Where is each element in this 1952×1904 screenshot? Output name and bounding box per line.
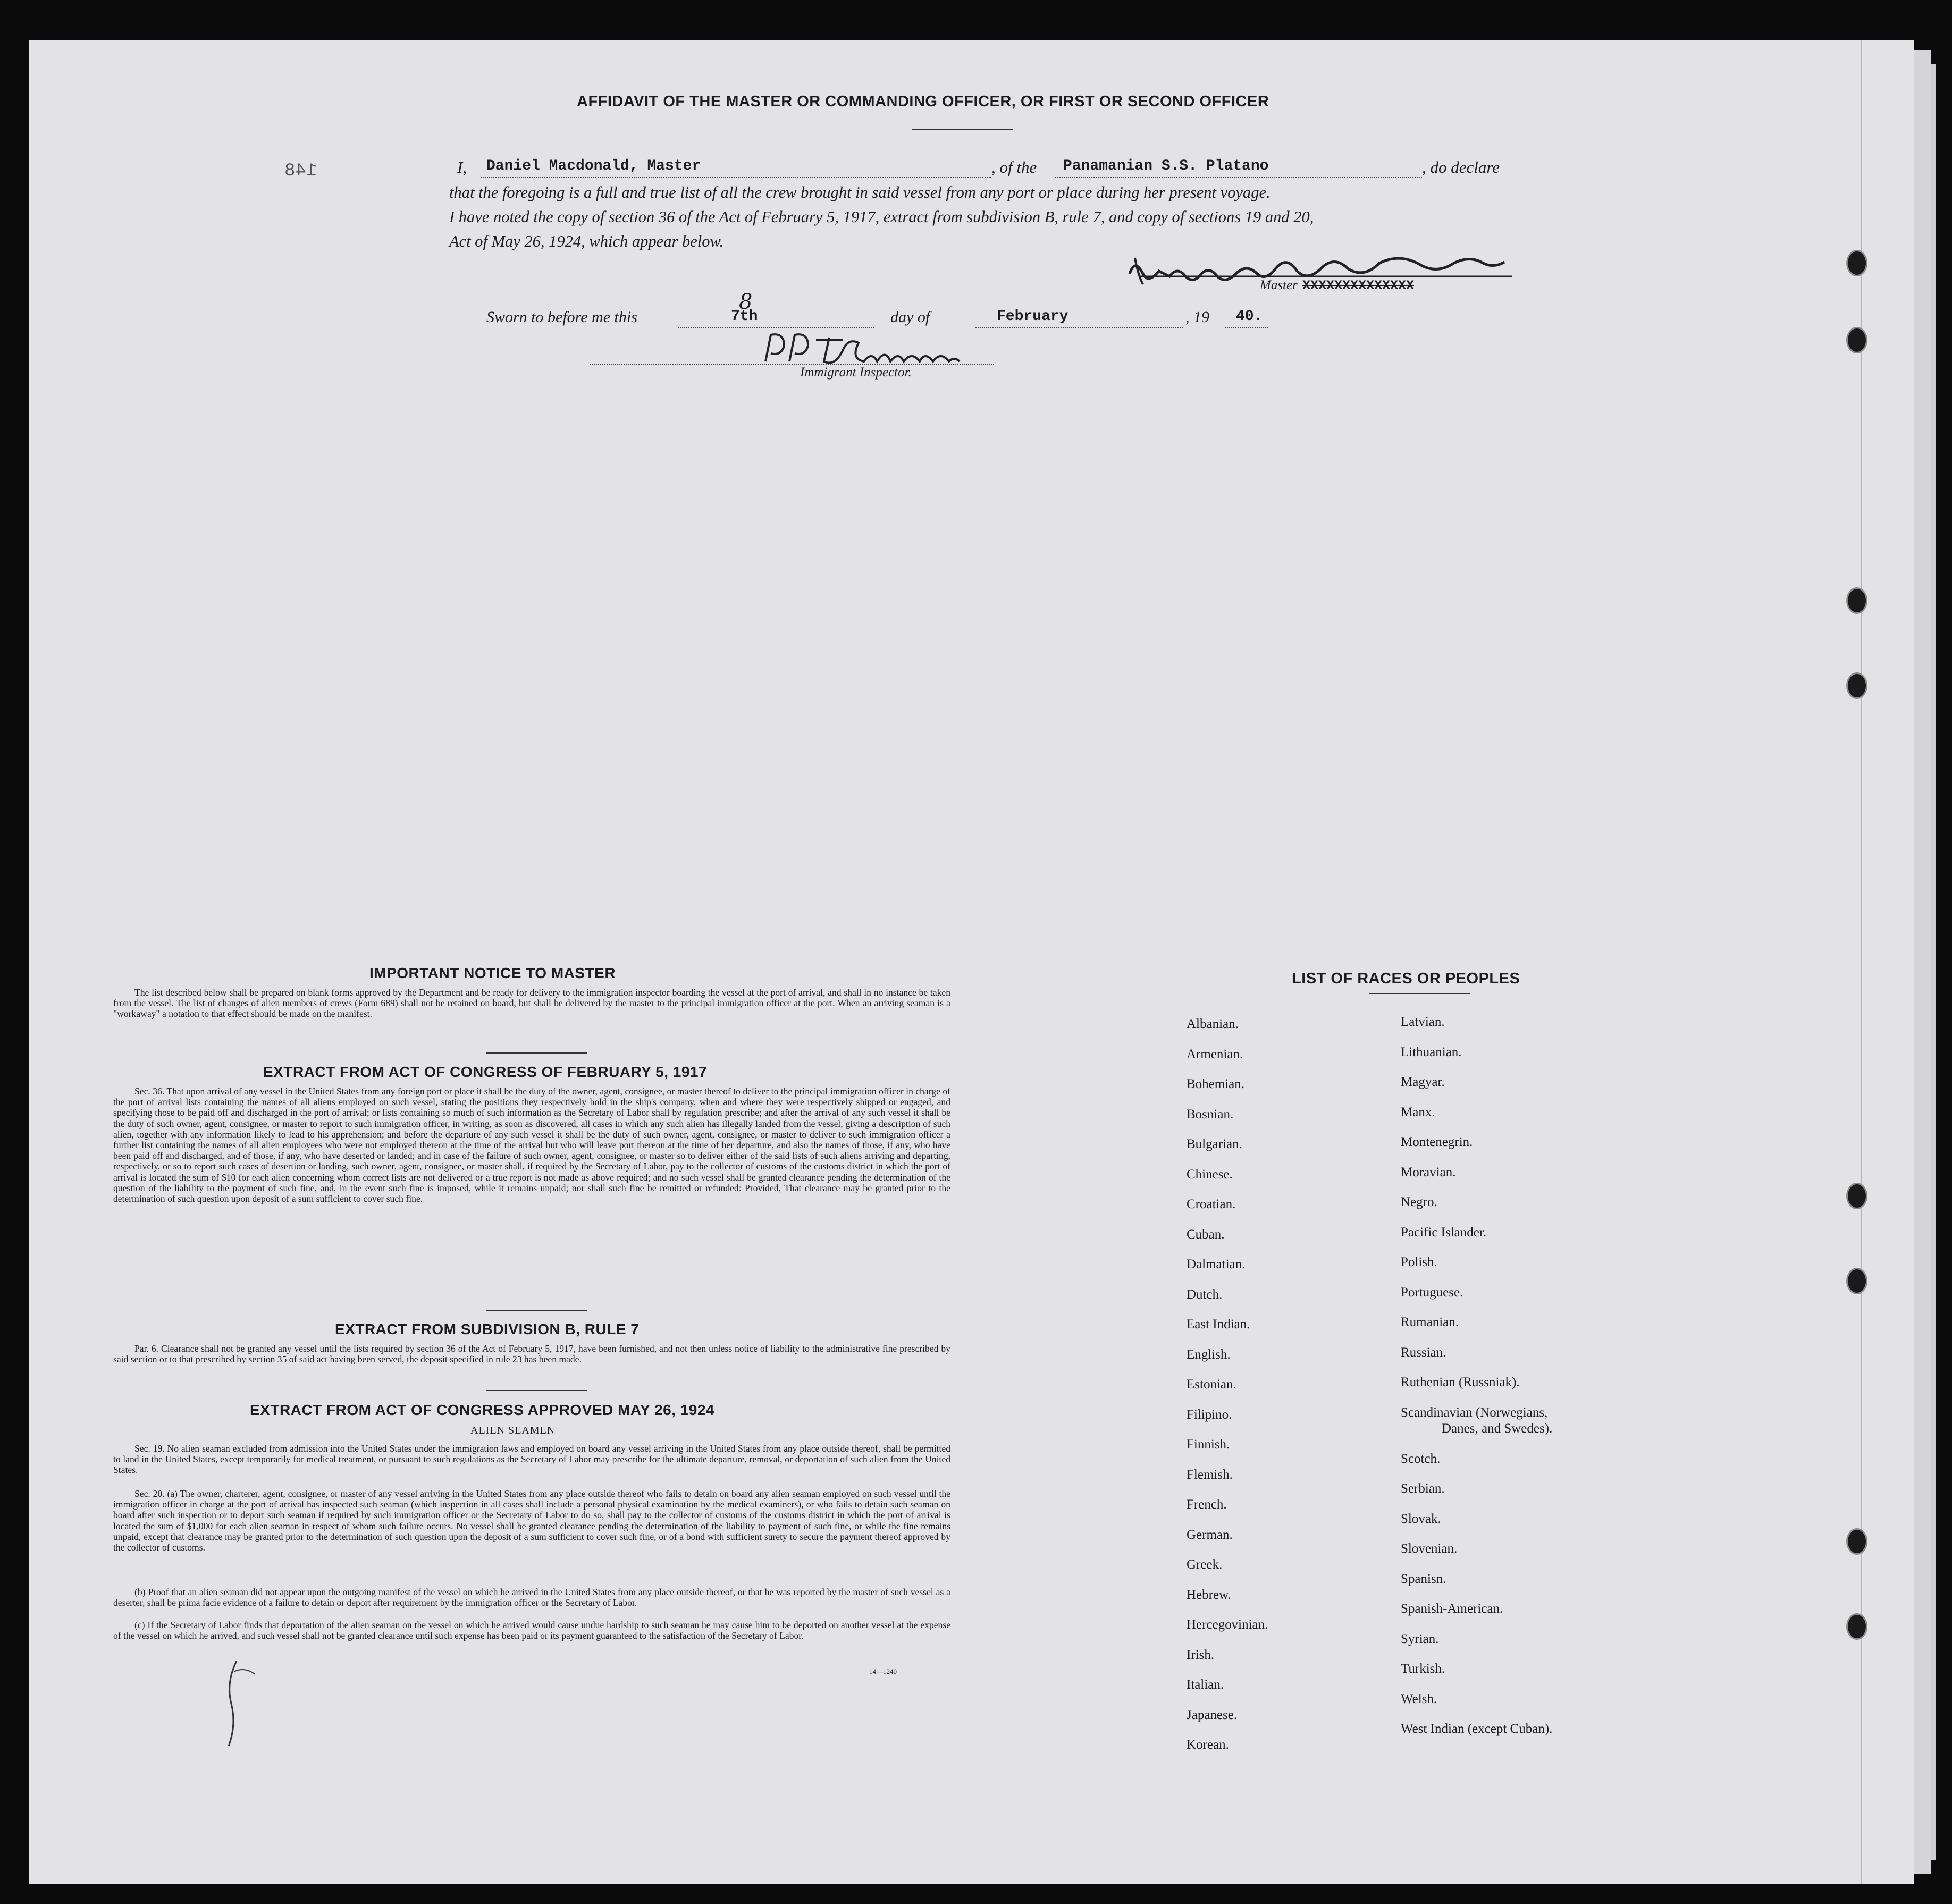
race-item: Irish. <box>1187 1647 1215 1662</box>
race-item: Slovenian. <box>1401 1541 1458 1556</box>
master-name-field: Daniel Macdonald, Master <box>486 158 701 174</box>
race-item: Spanish-American. <box>1401 1602 1503 1616</box>
race-item: Croatian. <box>1187 1197 1236 1211</box>
race-item: Slovak. <box>1401 1511 1441 1526</box>
month-underline <box>975 327 1183 328</box>
race-item: Bosnian. <box>1187 1107 1234 1122</box>
race-item: Syrian. <box>1401 1631 1439 1646</box>
vessel-underline <box>1055 177 1422 178</box>
race-item: Chinese. <box>1187 1167 1233 1182</box>
race-item: Bulgarian. <box>1187 1137 1242 1151</box>
vessel-name-field: Panamanian S.S. Platano <box>1063 158 1269 174</box>
race-item: Turkish. <box>1401 1662 1445 1676</box>
race-item: Cuban. <box>1187 1227 1225 1242</box>
race-item: Bohemian. <box>1187 1077 1245 1091</box>
race-item: Hercegovinian. <box>1187 1617 1268 1632</box>
race-item: Montenegrin. <box>1401 1135 1473 1149</box>
race-item: Hebrew. <box>1187 1587 1231 1602</box>
race-item: Finnish. <box>1187 1437 1230 1452</box>
binder-hole <box>1846 587 1867 614</box>
year-underline <box>1225 327 1268 328</box>
master-label: Master <box>1260 278 1298 292</box>
race-item: Filipino. <box>1187 1407 1232 1422</box>
binder-hole <box>1846 1268 1867 1294</box>
race-item: Ruthenian (Russniak). <box>1401 1375 1520 1389</box>
race-item: Greek. <box>1187 1557 1223 1572</box>
race-item: Welsh. <box>1401 1691 1437 1706</box>
race-item: Scotch. <box>1401 1451 1441 1466</box>
binder-hole <box>1846 1183 1867 1209</box>
margin-number: 148 <box>284 161 317 181</box>
race-item: Russian. <box>1401 1345 1446 1360</box>
title-divider <box>912 129 1013 130</box>
binder-hole <box>1846 250 1867 276</box>
race-item: Negro. <box>1401 1195 1437 1209</box>
race-item: Italian. <box>1187 1678 1224 1692</box>
race-item: German. <box>1187 1527 1233 1542</box>
declaration-line-3: I have noted the copy of section 36 of the Act of February 5, 1917, extract from subdivision B, rule 7, and copy of sections 19 and 20, <box>449 208 1314 226</box>
notice-body: The list described below shall be prepared on blank forms approved by the Department and be ready for delivery to the immigration inspector boarding the vessel at the port of arrival, and shall in no instance be taken from the vessel. The list of changes of alien members of crews (Form 689) shall not be retained on board, but shall be delivered by the master to the principal immigration officer at the port. When an arriving seaman is a "workaway" a notation to that effect should be made on the manifest. <box>113 987 950 1020</box>
affidavit-title: AFFIDAVIT OF THE MASTER OR COMMANDING OFFICER, OR FIRST OR SECOND OFFICER <box>577 93 1269 110</box>
extract-1924-title: EXTRACT FROM ACT OF CONGRESS APPROVED MAY 26, 1924 <box>250 1402 714 1418</box>
year-prefix: , 19 <box>1185 308 1209 326</box>
binder-hole <box>1846 327 1867 353</box>
pencil-mark <box>205 1656 268 1751</box>
notice-divider <box>486 1052 587 1054</box>
races-title: LIST OF RACES OR PEOPLES <box>1292 970 1520 987</box>
sec-19-body: Sec. 19. No alien seaman excluded from admission into the United States under the immigration laws and employed on board any vessel arriving in the United States from any place outside thereof, shall be permitted to land in the United States, except temporarily for medical treatment, or pursuant to such regulations as the Secretary of Labor may prescribe for the ultimate departure, removal, or deportation of such alien from the United States. <box>113 1443 950 1476</box>
sworn-day-correction: 8 <box>739 290 753 314</box>
master-title-struck: XXXXXXXXXXXXXX <box>1302 278 1415 293</box>
inspector-label: Immigrant Inspector. <box>800 365 912 380</box>
declaration-line-4: Act of May 26, 1924, which appear below. <box>449 232 724 250</box>
race-item: Rumanian. <box>1401 1315 1459 1329</box>
name-underline <box>481 177 991 178</box>
extract-1917-divider <box>486 1310 587 1311</box>
notice-title: IMPORTANT NOTICE TO MASTER <box>369 965 616 981</box>
race-item: English. <box>1187 1347 1231 1362</box>
race-item: Flemish. <box>1187 1467 1233 1482</box>
race-item: Manx. <box>1401 1105 1435 1119</box>
binder-hole <box>1846 672 1867 699</box>
race-item: Korean. <box>1187 1738 1229 1752</box>
race-item: Spanisn. <box>1401 1571 1446 1586</box>
binder-hole <box>1846 1528 1867 1555</box>
binder-hole <box>1846 1613 1867 1640</box>
race-item: Pacific Islander. <box>1401 1225 1487 1240</box>
race-item: West Indian (except Cuban). <box>1401 1722 1553 1736</box>
sworn-day-underline <box>678 327 874 328</box>
extract-1917-body: Sec. 36. That upon arrival of any vessel in the United States from any foreign port or place it shall be the duty of the owner, agent, consignee, or master thereof to deliver to the principal immigration officer in charge of the port of arrival lists containing the names of all aliens employed on such vessel, stating the positions they respectively hold in the ship's company, when and where they were respectively shipped or engaged, and specifying those to be paid off and discharged in the port of arrival; or lists containing so much of such information as the Secretary of Labor shall by regulation prescribe; and after the arrival of any such vessel it shall be the duty of such owner, agent, consignee, or master to report to such immigration officer, in writing, as soon as discovered, all cases in which any such alien has illegally landed from the vessel, giving a description of such alien, together with any information likely to lead to his apprehension; and before the departure of any such vessel it shall be the duty of such owner, agent, consignee, or master to deliver to such immigration officer a further list containing the names of all alien employees who were not employed thereon at the time of the arrival but who will leave port thereon at the time of her departure, and also the names of those, if any, who have been paid off and discharged, and of those, if any, who have deserted or landed; and in case of the failure of such owner, agent, consignee, or master so to deliver either of the said lists of such aliens arriving and departing, respectively, or so to report such cases of desertion or landing, such owner, agent, consignee, or master shall, if required by the Secretary of Labor, pay to the collector of customs of the customs district in which the port of arrival is located the sum of $10 for each alien concerning whom correct lists are not delivered or a true report is not made as above required; and no such vessel shall be granted clearance pending the determination of the question of the liability to the payment of such fine, and, in the event such fine is imposed, while it remains unpaid; nor shall such fine be remitted or refunded: Provided, That clearance may be granted prior to the determination of such question upon deposit of a sum sufficient to cover such fine. <box>113 1086 950 1204</box>
races-divider <box>1369 993 1470 994</box>
race-item: Albanian. <box>1187 1017 1239 1031</box>
alien-seamen-subtitle: ALIEN SEAMEN <box>470 1425 556 1436</box>
race-item: Japanese. <box>1187 1707 1238 1722</box>
affidavit-page <box>29 40 1914 1884</box>
race-item: Dutch. <box>1187 1287 1223 1302</box>
race-item: Scandinavian (Norwegians, <box>1401 1405 1548 1420</box>
race-item: Estonian. <box>1187 1377 1236 1392</box>
do-declare-label: , do declare <box>1422 158 1500 176</box>
sworn-year: 40. <box>1236 308 1263 325</box>
race-item: Dalmatian. <box>1187 1257 1246 1271</box>
sec-20a-body: Sec. 20. (a) The owner, charterer, agent, consignee, or master of any vessel arriving in the United States from any place outside thereof who fails to detain on board any alien seaman employed on such vessel until the immigration officer in charge at the port of arrival has inspected such seaman (which inspection in all cases shall include a personal physical examination by the medical examiners), or who fails to detain such seaman on board after such inspection or to deport such seaman if required by such immigration officer or the Secretary of Labor to do so, shall pay to the collector of customs of the customs district in which the port of arrival is located the sum of $1,000 for each alien seaman in respect of whom such failure occurs. No vessel shall be granted clearance pending the determination of the liability to payment of such fine, or while the fine remains unpaid, except that clearance may be granted prior to the determination of such question upon the deposit of a sum sufficient to cover such fine, or of a bond with sufficient surety to secure the payment thereof approved by the collector of customs. <box>113 1488 950 1553</box>
sec-20c-body: (c) If the Secretary of Labor finds that deportation of the alien seaman on the vessel on which he arrived would cause undue hardship to such seaman he may cause him to be deported on another vessel at the expense of the vessel on which he arrived, and such vessel shall not be granted clearance until such expense has been paid or its payment guaranteed to the satisfaction of the Secretary of Labor. <box>113 1620 950 1641</box>
race-item: Moravian. <box>1401 1165 1456 1180</box>
race-item: Magyar. <box>1401 1075 1445 1089</box>
rule7-body: Par. 6. Clearance shall not be granted any vessel until the lists required by section 36 of the Act of February 5, 1917, have been furnished, and not then unless notice of liability to the administrative fine prescribed by said section or to that prescribed by section 35 of said act having been served, the deposit specified in rule 23 has been made. <box>113 1343 950 1365</box>
race-item: French. <box>1187 1497 1227 1512</box>
race-item: Serbian. <box>1401 1481 1445 1496</box>
race-item: Polish. <box>1401 1255 1437 1269</box>
day-of-label: day of <box>890 308 930 326</box>
rule7-title: EXTRACT FROM SUBDIVISION B, RULE 7 <box>335 1321 640 1337</box>
race-item: Latvian. <box>1401 1015 1445 1029</box>
race-item: Danes, and Swedes). <box>1442 1421 1553 1436</box>
declaration-line-2: that the foregoing is a full and true list of all the crew brought in said vessel from any port or place during her present voyage. <box>449 183 1271 201</box>
race-item: Armenian. <box>1187 1047 1243 1061</box>
sworn-day: 7th <box>731 308 758 325</box>
race-item: Portuguese. <box>1401 1285 1463 1300</box>
i-label: I, <box>457 158 467 176</box>
form-number: 14—1240 <box>869 1667 897 1675</box>
sworn-label: Sworn to before me this <box>486 308 637 326</box>
rule7-divider <box>486 1390 587 1391</box>
sworn-month: February <box>997 308 1068 325</box>
of-the-label: , of the <box>991 158 1037 176</box>
sec-20b-body: (b) Proof that an alien seaman did not appear upon the outgoing manifest of the vessel on which he arrived in the United States from any place outside thereof, or that he was reported by the master of such vessel as a deserter, shall be prima facie evidence of a failure to detain or deport after requirement by the immigration officer or the Secretary of Labor. <box>113 1587 950 1608</box>
race-item: Lithuanian. <box>1401 1044 1462 1059</box>
extract-1917-title: EXTRACT FROM ACT OF CONGRESS OF FEBRUARY 5, 1917 <box>263 1064 708 1080</box>
race-item: East Indian. <box>1187 1317 1250 1332</box>
page-fold <box>1861 40 1862 1884</box>
